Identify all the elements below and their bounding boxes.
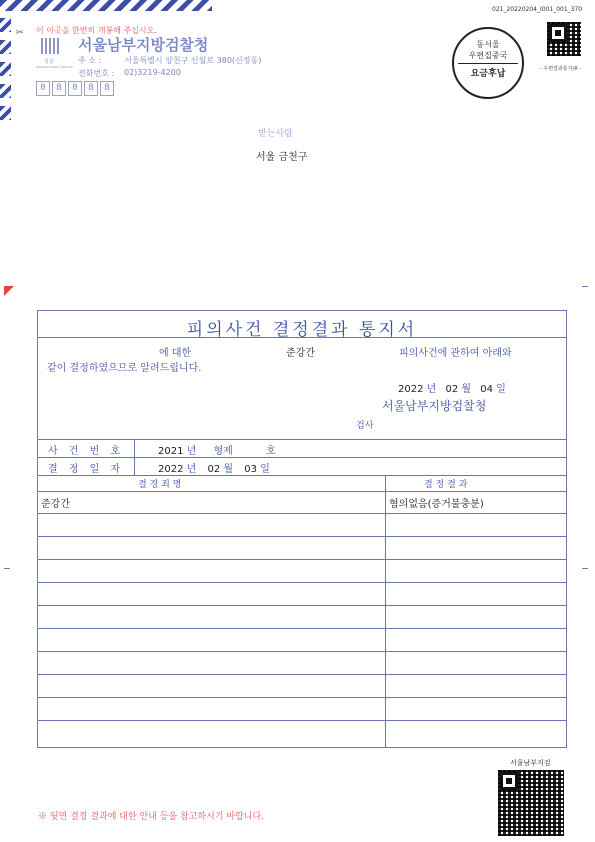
logo-subcaption: PROSECUTORS' SERVICE [36, 65, 73, 69]
fold-mark [582, 286, 588, 287]
decision-day: 03 [244, 464, 258, 475]
table-row [38, 698, 566, 721]
case-number-type: 형제 [213, 446, 233, 457]
table-row [38, 675, 566, 698]
postal-code-digit: 8 [84, 81, 98, 96]
stamp-line: 우편집중국 [468, 51, 508, 60]
decision-date-value [158, 460, 270, 475]
envelope-stripe [0, 18, 11, 32]
column-header-result: 결 정 결 과 [424, 480, 468, 490]
prosecution-office: 서울남부지방검찰청 [382, 399, 487, 413]
stamp-line: 요금후납 [458, 63, 518, 79]
postal-code-digit: 0 [36, 81, 50, 96]
table-row [38, 583, 566, 606]
case-number-year-unit: 년 [186, 446, 197, 457]
table-row [38, 606, 566, 629]
result-cell: 혐의없음(증거불충분) [389, 499, 484, 510]
date-day: 04 [480, 384, 494, 395]
case-number-year: 2021 [158, 446, 184, 457]
table-row [38, 491, 566, 514]
date-year-unit: 년 [426, 384, 437, 395]
table-row [38, 652, 566, 675]
bottom-qr-label: 서울남부지검 [510, 759, 551, 767]
divider [38, 457, 566, 458]
document-id: 021_20220204_I001_001_370 [492, 6, 583, 13]
envelope-stripe-top [0, 0, 212, 11]
footer-note: ※ 뒷면 결정 결과에 대한 안내 등을 참고하시기 바랍니다. [38, 812, 265, 822]
scissors-icon: ✂ [16, 28, 24, 38]
barcode-icon [498, 770, 564, 836]
envelope-stripe [0, 106, 11, 120]
date-year: 2022 [398, 384, 424, 395]
re-label: 에 대한 [159, 348, 192, 359]
phone-label: 전화번호 : [78, 69, 115, 78]
decision-month: 02 [207, 464, 221, 475]
table-row [38, 537, 566, 560]
column-header-charge: 결 경 죄 명 [138, 480, 182, 490]
case-number-value [158, 442, 276, 457]
date-month-unit: 월 [461, 384, 472, 395]
case-number-unit: 호 [266, 446, 276, 457]
envelope-stripe [0, 84, 11, 98]
stamp-line: 동서울 [476, 40, 500, 49]
suspect-name: 준강간 [286, 348, 315, 359]
fold-mark-icon [4, 286, 14, 296]
postage-stamp [452, 27, 524, 99]
table-row [38, 560, 566, 583]
decision-date-label: 결 정 일 자 [48, 464, 125, 475]
qr-code-icon [547, 22, 581, 56]
date-day-unit: 일 [496, 384, 506, 395]
sender-address: 서울특별시 양천구 신월로 380(신정동) [124, 56, 262, 65]
divider [38, 475, 566, 476]
fold-mark [4, 568, 10, 569]
address-label: 주 소 : [78, 56, 102, 65]
recipient-label: 받는사람 [258, 129, 293, 139]
open-notice: 이 이곳을 한번히 개봉해 주십시오. [36, 26, 157, 35]
notice-date [398, 380, 506, 395]
logo-caption: 검찰 [44, 59, 54, 65]
charge-cell: 준강간 [41, 499, 70, 510]
divider [38, 439, 566, 440]
decision-month-unit: 월 [223, 464, 234, 475]
table-row [38, 629, 566, 652]
table-row [38, 514, 566, 537]
qr-caption: - 우편결과통지(R - [540, 66, 582, 72]
decision-year-unit: 년 [186, 464, 197, 475]
date-month: 02 [445, 384, 459, 395]
postal-code-digit: 0 [68, 81, 82, 96]
sender-phone: 02)3219-4200 [124, 68, 181, 77]
recipient-address: 서울 금천구 [256, 152, 308, 163]
postal-code-digit: 8 [100, 81, 114, 96]
envelope-stripe [0, 62, 11, 76]
notice-form [37, 310, 567, 748]
fold-mark [582, 568, 588, 569]
case-number-label: 사 건 번 호 [48, 446, 125, 457]
subject-suffix: 피의사건에 관하여 아래와 [399, 348, 512, 359]
notice-sentence: 같이 결정하였으므로 알려드립니다. [47, 363, 202, 374]
postal-code-digit: 8 [52, 81, 66, 96]
table-row [38, 721, 566, 744]
decision-year: 2022 [158, 464, 184, 475]
decision-day-unit: 일 [260, 464, 270, 475]
divider [38, 337, 566, 338]
sender-name: 서울남부지방검찰청 [78, 36, 209, 54]
prosecution-logo-icon [40, 36, 66, 56]
form-title: 피의사건 결정결과 통지서 [186, 320, 418, 340]
prosecutor-label: 검사 [356, 421, 374, 431]
envelope-stripe [0, 40, 11, 54]
